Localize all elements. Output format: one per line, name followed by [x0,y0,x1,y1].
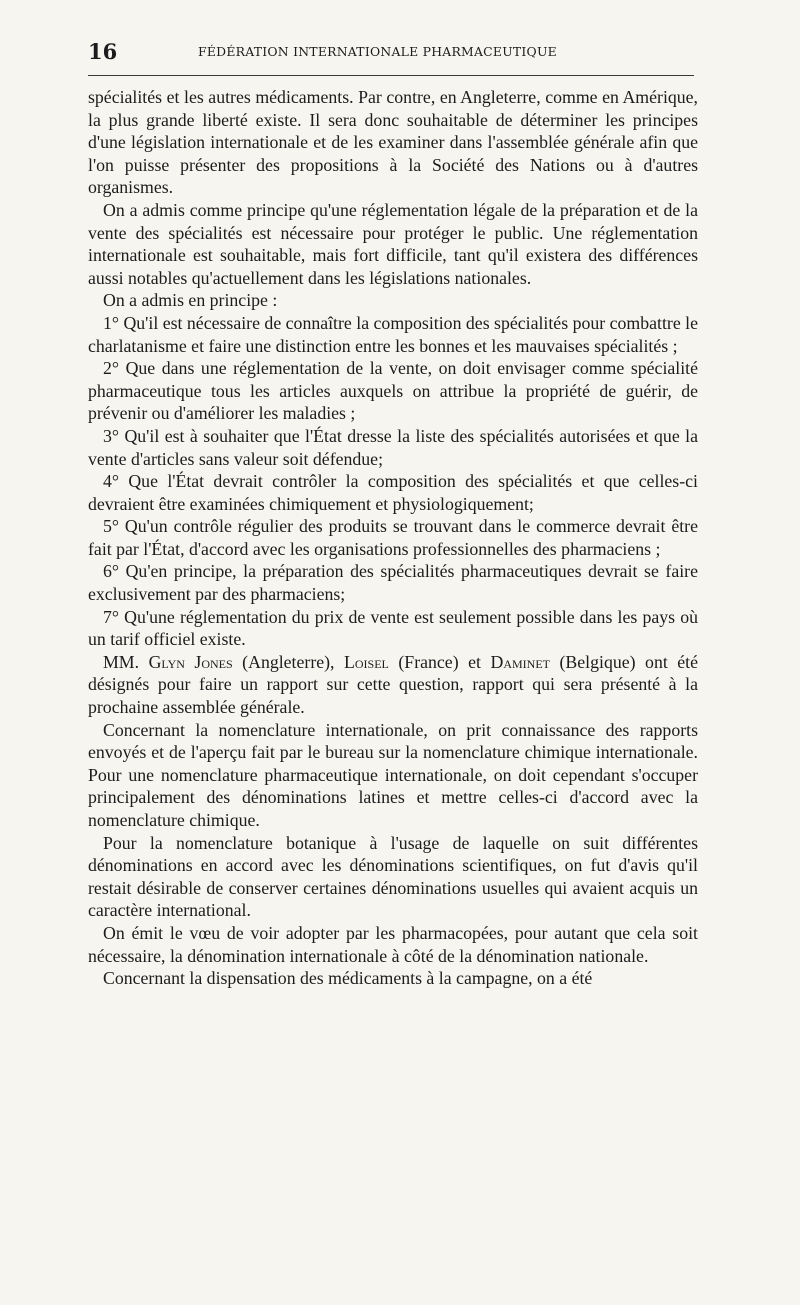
list-item: 4° Que l'État devrait contrôler la composition des spécialités et que celles-ci devraient être examinées chimiquement et physiologiquement; [88,471,698,514]
rapporteur-name: Loisel [344,651,389,672]
paragraph: spécialités et les autres médicaments. Par contre, en Angleterre, comme en Amérique, la plus grande liberté existe. Il sera donc souhaitable de déterminer les principes d'une législation internationale et de les examiner dans l'assemblée générale afin que l'on puisse présenter des propositions à la Société des Nations ou à d'autres organismes. [88,87,698,198]
rapporteur-country: (Angleterre), [232,651,345,672]
list-item: 2° Que dans une réglementation de la vente, on doit envisager comme spécialité pharmaceutique tous les articles auxquels on attribue la propriété de guérir, de prévenir ou d'améliorer les maladies ; [88,358,698,424]
mm-prefix: MM. [103,651,149,672]
page-number: 16 [88,39,118,64]
rapporteur-country: (France) et [388,651,491,672]
paragraph: On a admis en principe : [103,290,278,311]
paragraph: On émit le vœu de voir adopter par les pharmacopées, pour autant que cela soit nécessaire, la dénomination internationale à côté de la dénomination nationale. [88,922,698,966]
rapporteurs-rest: (Belgique) ont été désignés pour faire un rapport sur cette question, rapport qui sera présenté à la prochaine assemblée générale. [88,651,699,718]
paragraph: Concernant la dispensation des médicaments à la campagne, on a été [103,968,593,989]
list-item: 3° Qu'il est à souhaiter que l'État dresse la liste des spécialités autorisées et que la vente d'articles sans valeur soit défendue; [88,425,698,469]
paragraph: Pour la nomenclature botanique à l'usage de laquelle on suit différentes dénominations en accord avec les dénominations scientifiques, on fut d'avis qu'il restait désirable de conserver certaines dénominations usuelles qui avaient acquis un caractère international. [88,832,698,921]
list-item: 6° Qu'en principe, la préparation des spécialités pharmaceutiques devrait se faire exclusivement par des pharmaciens; [88,561,698,605]
rapporteur-name: Daminet [490,651,550,672]
list-item: 5° Qu'un contrôle régulier des produits se trouvant dans le commerce devrait être fait par l'État, d'accord avec les organisations professionnelles des pharmaciens ; [88,516,698,559]
running-head [88,40,694,64]
rapporteur-name: Glyn Jones [148,651,233,672]
body-text [88,86,698,1206]
header-rule [88,75,694,76]
paragraph: Concernant la nomenclature internationale, on prit connaissance des rapports envoyés et de l'aperçu fait par le bureau sur la nomenclature chimique internationale. Pour une nomenclature pharmaceutique internationale, on doit cependant s'occuper principalement des dénominations latines et mettre celles-ci d'accord avec la nomenclature chimique. [88,719,698,830]
running-title: FÉDÉRATION INTERNATIONALE PHARMACEUTIQUE [198,44,557,59]
paragraph: On a admis comme principe qu'une réglementation légale de la préparation et de la vente des spécialités est nécessaire pour protéger le public. Une réglementation internationale est souhaitable, mais fort difficile, tant qu'il existera des différences aussi notables qu'actuellement dans les législations nationales. [88,199,698,288]
list-item: 1° Qu'il est nécessaire de connaître la composition des spécialités pour combattre le charlatanisme et faire une distinction entre les bonnes et les mauvaises spécialités ; [88,312,698,356]
list-item: 7° Qu'une réglementation du prix de vente est seulement possible dans les pays où un tarif officiel existe. [88,606,698,650]
rapporteurs-paragraph [88,651,698,719]
